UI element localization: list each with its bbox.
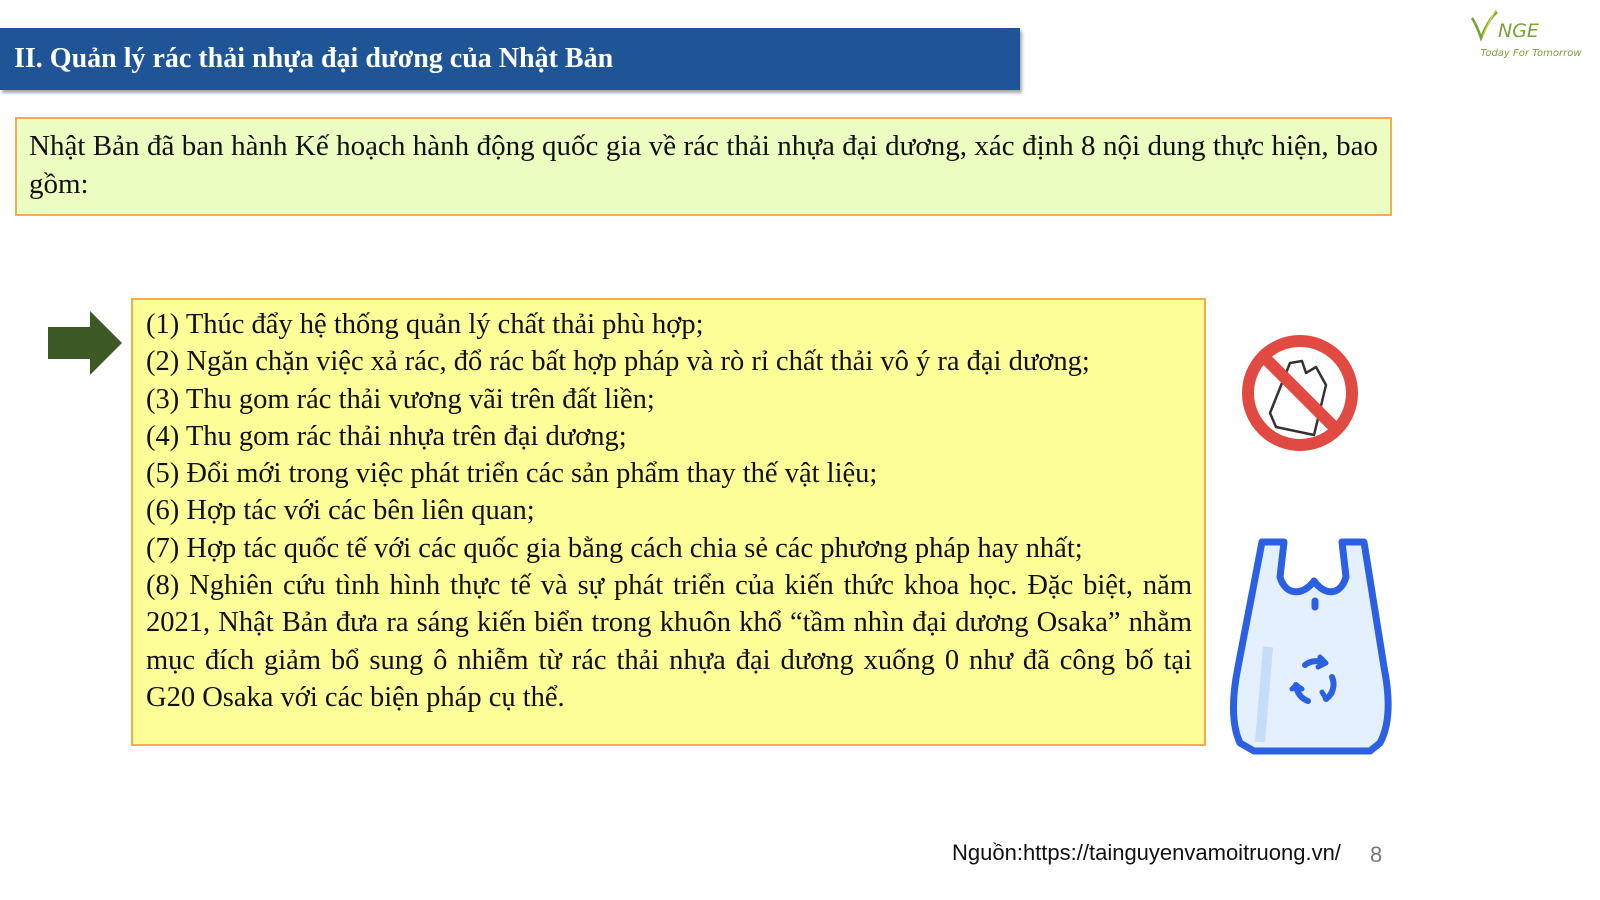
- list-item: (2) Ngăn chặn việc xả rác, đổ rác bất hợp pháp và rò rỉ chất thải vô ý ra đại dương;: [146, 346, 1090, 378]
- source-citation: Nguồn:https://tainguyenvamoitruong.vn/: [952, 840, 1341, 865]
- intro-text: Nhật Bản đã ban hành Kế hoạch hành động quốc gia về rác thải nhựa đại dương, xác định 8 nội dung thực hiện, bao gồm:: [29, 130, 1378, 200]
- intro-box: [15, 117, 1392, 216]
- right-arrow-icon: [48, 311, 122, 375]
- list-item: (8) Nghiên cứu tình hình thực tế và sự phát triển của kiến thức khoa học. Đặc biệt, năm 2021, Nhật Bản đưa ra sáng kiến biển trong khuôn khổ “tầm nhìn đại dương Osaka” nhằm mục đích giảm bổ sung ô nhiễm từ rác thải nhựa đại dương xuống 0 như đã công bố tại G20 Osaka với các biện pháp cụ thể.: [146, 570, 1192, 713]
- list-item: (4) Thu gom rác thải nhựa trên đại dương;: [146, 420, 627, 452]
- recyclable-bag-icon: [1220, 537, 1410, 763]
- action-plan-list: [131, 298, 1206, 746]
- slide-title-bar: [0, 28, 1020, 90]
- list-item: (1) Thúc đẩy hệ thống quản lý chất thải phù hợp;: [146, 309, 704, 340]
- list-item: (6) Hợp tác với các bên liên quan;: [146, 495, 535, 527]
- slide-title: II. Quản lý rác thải nhựa đại dương của Nhật Bản: [14, 43, 614, 74]
- list-item: (7) Hợp tác quốc tế với các quốc gia bằng cách chia sẻ các phương pháp hay nhất;: [146, 532, 1083, 564]
- no-plastic-bag-icon: [1240, 333, 1360, 453]
- list-item: (3) Thu gom rác thải vương vãi trên đất liền;: [146, 383, 655, 415]
- list-item: (5) Đổi mới trong việc phát triển các sản phẩm thay thế vật liệu;: [146, 458, 878, 490]
- svg-text:NGE: NGE: [1498, 20, 1539, 42]
- page-number: 8: [1370, 842, 1383, 867]
- logo-tagline: Today For Tomorrow: [1480, 48, 1582, 59]
